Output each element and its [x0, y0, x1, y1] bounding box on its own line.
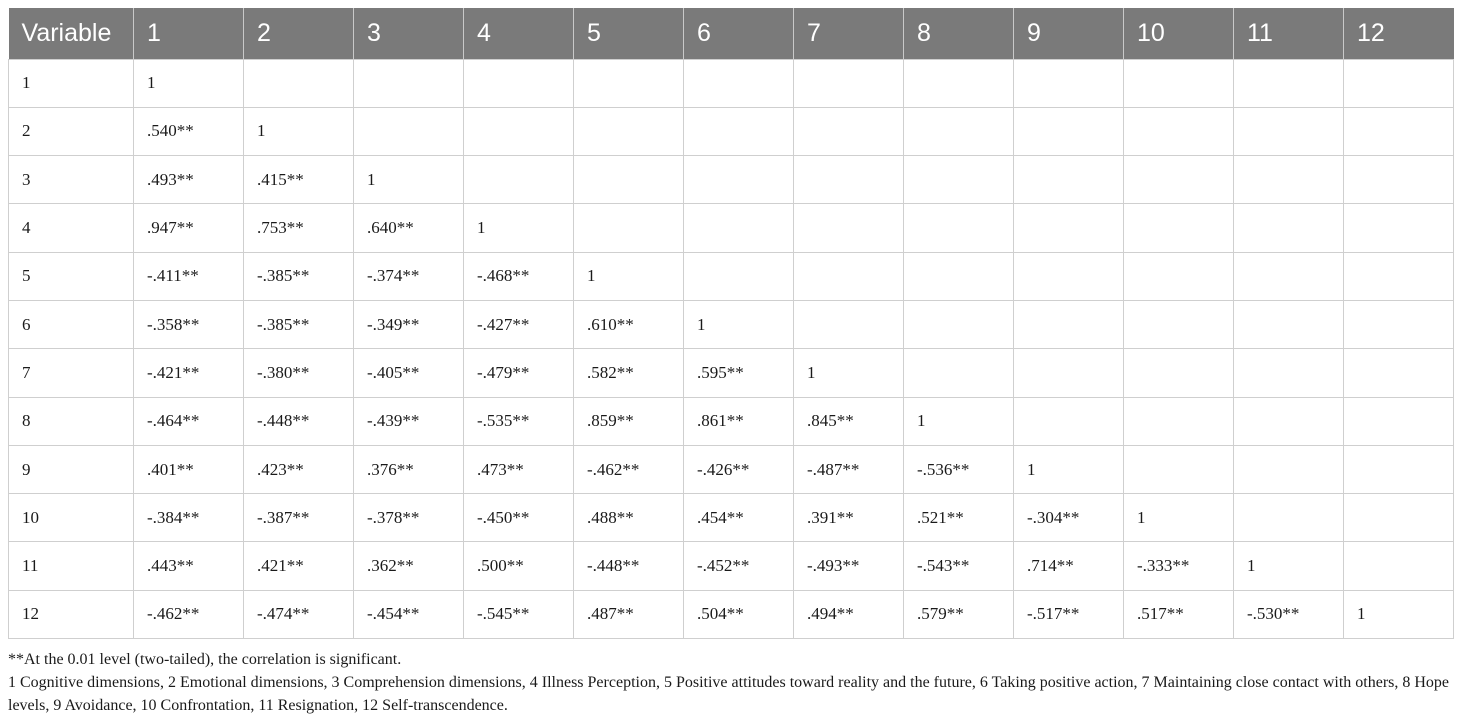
table-row	[9, 349, 1454, 397]
table-cell	[1124, 397, 1234, 445]
table-cell	[464, 59, 574, 107]
table-cell	[684, 156, 794, 204]
table-cell: -.384**	[134, 494, 244, 542]
table-cell: -.374**	[354, 252, 464, 300]
table-cell: 1	[904, 397, 1014, 445]
table-cell: .423**	[244, 445, 354, 493]
table-cell	[1124, 252, 1234, 300]
table-cell	[354, 107, 464, 155]
header-col-2: 2	[244, 8, 354, 59]
table-cell: .504**	[684, 590, 794, 638]
table-cell: -.405**	[354, 349, 464, 397]
header-col-10: 10	[1124, 8, 1234, 59]
table-cell: -.380**	[244, 349, 354, 397]
table-row	[9, 542, 1454, 590]
table-cell: .947**	[134, 204, 244, 252]
table-cell	[1344, 494, 1454, 542]
table-cell: -.439**	[354, 397, 464, 445]
table-cell	[1344, 542, 1454, 590]
table-cell: -.333**	[1124, 542, 1234, 590]
table-cell	[904, 59, 1014, 107]
table-cell: -.462**	[134, 590, 244, 638]
header-col-6: 6	[684, 8, 794, 59]
table-cell: .610**	[574, 300, 684, 348]
table-cell: -.378**	[354, 494, 464, 542]
table-cell: .421**	[244, 542, 354, 590]
table-cell: -.427**	[464, 300, 574, 348]
table-cell: .753**	[244, 204, 354, 252]
table-cell: .845**	[794, 397, 904, 445]
table-cell	[904, 107, 1014, 155]
table-row	[9, 252, 1454, 300]
header-variable: Variable	[9, 8, 134, 59]
row-label: 11	[9, 542, 134, 590]
table-notes	[8, 648, 1452, 717]
table-row	[9, 59, 1454, 107]
table-cell	[244, 59, 354, 107]
table-cell	[1014, 252, 1124, 300]
table-cell: -.385**	[244, 300, 354, 348]
table-cell	[794, 300, 904, 348]
row-label: 3	[9, 156, 134, 204]
table-cell: -.474**	[244, 590, 354, 638]
table-cell: -.411**	[134, 252, 244, 300]
table-cell: .401**	[134, 445, 244, 493]
table-cell: .517**	[1124, 590, 1234, 638]
table-cell: -.493**	[794, 542, 904, 590]
table-cell: 1	[1344, 590, 1454, 638]
header-col-9: 9	[1014, 8, 1124, 59]
table-cell: -.304**	[1014, 494, 1124, 542]
table-cell	[794, 156, 904, 204]
table-cell	[684, 252, 794, 300]
table-cell	[574, 107, 684, 155]
table-cell: .500**	[464, 542, 574, 590]
table-cell: .714**	[1014, 542, 1124, 590]
table-cell	[464, 107, 574, 155]
table-cell: .473**	[464, 445, 574, 493]
table-cell: .579**	[904, 590, 1014, 638]
header-col-8: 8	[904, 8, 1014, 59]
table-cell	[1344, 445, 1454, 493]
table-cell	[1014, 204, 1124, 252]
table-cell	[1234, 252, 1344, 300]
table-row	[9, 204, 1454, 252]
table-cell: .859**	[574, 397, 684, 445]
header-col-11: 11	[1234, 8, 1344, 59]
table-cell	[1344, 349, 1454, 397]
table-cell	[1234, 349, 1344, 397]
table-cell: .487**	[574, 590, 684, 638]
row-label: 9	[9, 445, 134, 493]
header-col-1: 1	[134, 8, 244, 59]
table-cell	[1014, 397, 1124, 445]
table-cell	[1124, 59, 1234, 107]
table-cell: -.543**	[904, 542, 1014, 590]
table-cell	[1344, 252, 1454, 300]
table-cell: -.530**	[1234, 590, 1344, 638]
correlation-table	[8, 8, 1454, 639]
header-col-12: 12	[1344, 8, 1454, 59]
table-cell	[1344, 397, 1454, 445]
table-cell: .595**	[684, 349, 794, 397]
row-label: 1	[9, 59, 134, 107]
table-cell: -.358**	[134, 300, 244, 348]
table-row	[9, 494, 1454, 542]
table-header-row	[9, 8, 1454, 59]
table-cell	[1124, 156, 1234, 204]
table-cell: -.387**	[244, 494, 354, 542]
row-label: 7	[9, 349, 134, 397]
table-cell	[1234, 59, 1344, 107]
table-cell: -.450**	[464, 494, 574, 542]
table-row	[9, 590, 1454, 638]
table-cell	[1234, 300, 1344, 348]
table-cell	[794, 204, 904, 252]
table-cell: 1	[684, 300, 794, 348]
table-cell: -.448**	[574, 542, 684, 590]
table-cell	[464, 156, 574, 204]
row-label: 5	[9, 252, 134, 300]
table-cell	[1014, 156, 1124, 204]
table-cell	[684, 59, 794, 107]
table-cell	[574, 204, 684, 252]
table-cell: -.452**	[684, 542, 794, 590]
table-cell: -.487**	[794, 445, 904, 493]
table-cell: -.385**	[244, 252, 354, 300]
table-cell	[1234, 397, 1344, 445]
table-cell: .454**	[684, 494, 794, 542]
table-cell: .488**	[574, 494, 684, 542]
table-cell: 1	[244, 107, 354, 155]
table-cell: -.468**	[464, 252, 574, 300]
table-cell: .521**	[904, 494, 1014, 542]
row-label: 6	[9, 300, 134, 348]
row-label: 12	[9, 590, 134, 638]
table-cell	[574, 59, 684, 107]
table-cell	[794, 107, 904, 155]
variable-legend: 1 Cognitive dimensions, 2 Emotional dimensions, 3 Comprehension dimensions, 4 Illness Perception, 5 Positive attitudes toward reality and the future, 6 Taking positive action, 7 Maintaining close contact with others, 8 Hope levels, 9 Avoidance, 10 Confrontation, 11 Resignation, 12 Self-transcendence.	[8, 674, 1450, 715]
table-cell: -.517**	[1014, 590, 1124, 638]
table-cell	[1234, 156, 1344, 204]
table-cell	[684, 204, 794, 252]
table-cell: 1	[574, 252, 684, 300]
table-cell	[574, 156, 684, 204]
table-cell	[1344, 204, 1454, 252]
table-cell	[904, 156, 1014, 204]
table-cell	[1234, 107, 1344, 155]
table-cell	[1014, 300, 1124, 348]
table-cell	[904, 349, 1014, 397]
table-cell	[1344, 300, 1454, 348]
header-col-4: 4	[464, 8, 574, 59]
table-cell: 1	[1014, 445, 1124, 493]
row-label: 4	[9, 204, 134, 252]
table-cell	[684, 107, 794, 155]
table-cell	[1014, 349, 1124, 397]
table-cell: -.462**	[574, 445, 684, 493]
table-cell	[1014, 59, 1124, 107]
table-cell	[904, 204, 1014, 252]
row-label: 2	[9, 107, 134, 155]
table-cell: -.535**	[464, 397, 574, 445]
table-row	[9, 156, 1454, 204]
table-cell: .443**	[134, 542, 244, 590]
table-cell: .391**	[794, 494, 904, 542]
table-cell: -.349**	[354, 300, 464, 348]
table-cell: -.536**	[904, 445, 1014, 493]
table-cell	[1014, 107, 1124, 155]
table-cell: 1	[134, 59, 244, 107]
table-cell: .861**	[684, 397, 794, 445]
table-cell	[1344, 156, 1454, 204]
table-cell	[354, 59, 464, 107]
row-label: 10	[9, 494, 134, 542]
table-cell	[904, 300, 1014, 348]
table-cell	[1344, 107, 1454, 155]
table-cell: -.464**	[134, 397, 244, 445]
table-cell	[1124, 204, 1234, 252]
table-cell: .376**	[354, 445, 464, 493]
table-cell: .493**	[134, 156, 244, 204]
table-cell	[1124, 445, 1234, 493]
header-col-5: 5	[574, 8, 684, 59]
table-row	[9, 445, 1454, 493]
header-col-7: 7	[794, 8, 904, 59]
table-cell	[1124, 300, 1234, 348]
header-col-3: 3	[354, 8, 464, 59]
table-cell	[794, 252, 904, 300]
table-row	[9, 107, 1454, 155]
table-cell	[794, 59, 904, 107]
table-row	[9, 300, 1454, 348]
table-cell: .362**	[354, 542, 464, 590]
table-cell: -.448**	[244, 397, 354, 445]
table-cell: 1	[464, 204, 574, 252]
table-body	[9, 59, 1454, 639]
table-cell	[1124, 107, 1234, 155]
table-cell: .582**	[574, 349, 684, 397]
table-cell	[1234, 494, 1344, 542]
table-cell	[1344, 59, 1454, 107]
table-cell	[1234, 204, 1344, 252]
significance-note: **At the 0.01 level (two-tailed), the correlation is significant.	[8, 651, 402, 669]
row-label: 8	[9, 397, 134, 445]
table-cell: .415**	[244, 156, 354, 204]
table-cell: -.426**	[684, 445, 794, 493]
table-cell: 1	[1124, 494, 1234, 542]
table-cell: 1	[354, 156, 464, 204]
table-cell: -.545**	[464, 590, 574, 638]
table-cell: 1	[794, 349, 904, 397]
table-cell: .540**	[134, 107, 244, 155]
correlation-table-container	[8, 8, 1452, 717]
table-cell	[1234, 445, 1344, 493]
table-cell: -.454**	[354, 590, 464, 638]
table-cell: 1	[1234, 542, 1344, 590]
table-row	[9, 397, 1454, 445]
table-cell	[904, 252, 1014, 300]
table-cell: .494**	[794, 590, 904, 638]
table-cell: .640**	[354, 204, 464, 252]
table-cell: -.479**	[464, 349, 574, 397]
table-cell: -.421**	[134, 349, 244, 397]
table-cell	[1124, 349, 1234, 397]
